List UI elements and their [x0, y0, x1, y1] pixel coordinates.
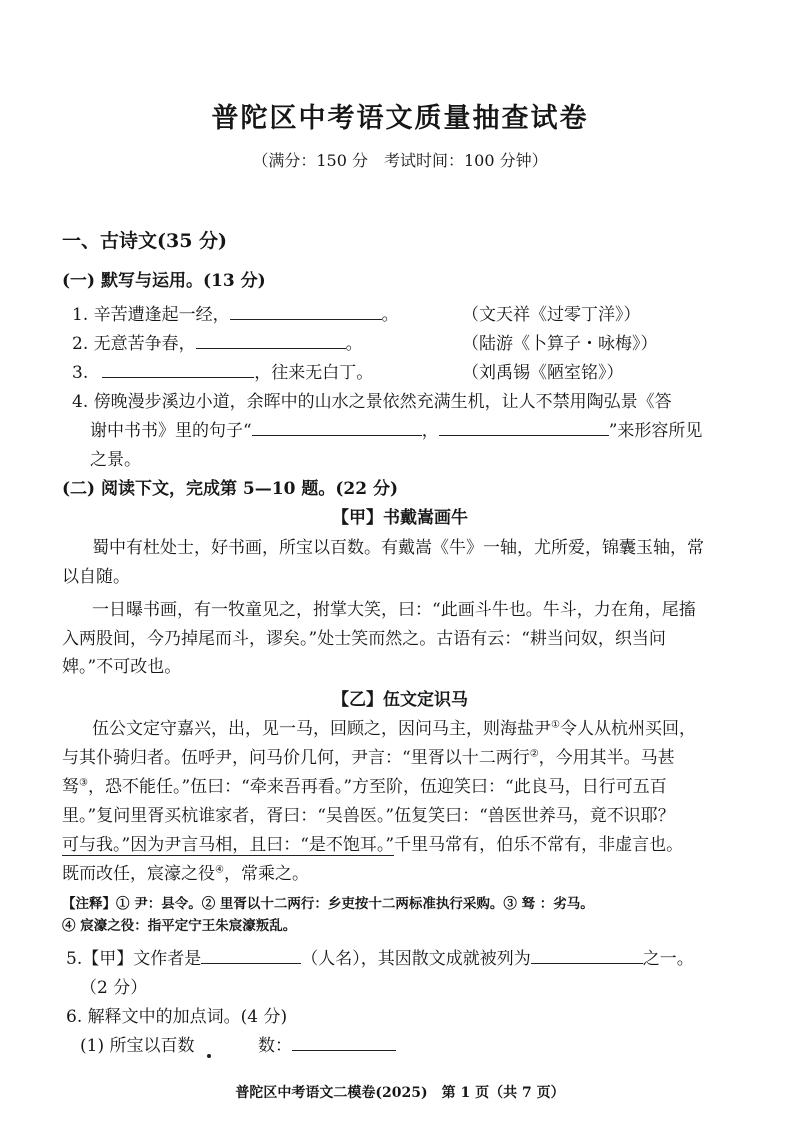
question-text: 。 — [345, 334, 363, 354]
question-5-score: （2 分） — [80, 978, 148, 998]
question-text: ， — [421, 421, 439, 441]
part-heading: (二) 阅读下文，完成第 5—10 题。(22 分) — [62, 479, 398, 499]
passage-text: ，恐不能任。”伍曰：“牵来吾再看。”方至阶，伍迎笑曰：“此良马，日行可五百 — [87, 777, 667, 797]
annotation-line: 【注释】① 尹：县令。② 里胥以十二两行：乡吏按十二两标准执行采购。③ 驽 ：劣马。 — [62, 896, 594, 912]
passage-b-line — [62, 743, 675, 768]
question-2 — [72, 329, 363, 354]
exam-info: （满分：150 分 考试时间：100 分钟） — [252, 151, 548, 170]
question-text: 。 — [381, 305, 399, 325]
page-title: 普陀区中考语文质量抽查试卷 — [211, 103, 589, 134]
passage-b-line — [62, 859, 309, 884]
question-text: ，往来无白丁。 — [254, 363, 374, 383]
footnote-marker: ① — [551, 719, 560, 731]
question-text: ”来形容所见 — [608, 421, 703, 441]
passage-text: 既而改任，宸濠之役 — [62, 864, 215, 884]
passage-text: 伍公文定守嘉兴，出，见一马，回顾之，因问马主，则海盐尹 — [92, 719, 551, 739]
passage-text: 驽 — [62, 777, 79, 797]
answer-blank[interactable] — [230, 302, 382, 320]
answer-blank[interactable] — [196, 331, 346, 349]
question-1 — [72, 300, 399, 325]
annotation-line: ④ 宸濠之役：指平定宁王朱宸濠叛乱。 — [62, 918, 297, 934]
question-6-sub1-answer — [258, 1031, 396, 1056]
passage-a-line: 一日曝书画，有一牧童见之，拊掌大笑，曰：“此画斗牛也。牛斗，力在角，尾搐 — [92, 600, 696, 620]
answer-blank[interactable] — [439, 418, 609, 436]
question-text: 之一。 — [642, 949, 694, 969]
part-heading: (一) 默写与运用。(13 分) — [62, 271, 266, 291]
passage-b-line — [92, 714, 696, 739]
passage-text: ，今用其半。马甚 — [538, 748, 675, 768]
passage-text: ，常乘之。 — [223, 864, 309, 884]
question-5 — [66, 944, 694, 969]
answer-blank[interactable] — [102, 360, 254, 378]
page-footer: 普陀区中考语文二模卷(2025) 第 1 页（共 7 页） — [235, 1085, 565, 1101]
source-citation: （陆游《卜算子・咏梅》） — [462, 334, 658, 354]
answer-blank[interactable] — [292, 1033, 396, 1051]
question-text: 谢中书书》里的句子“ — [90, 421, 252, 441]
section-heading: 一、古诗文(35 分) — [62, 230, 228, 252]
answer-blank[interactable] — [252, 418, 422, 436]
answer-blank[interactable] — [201, 946, 301, 964]
question-6: 6. 解释文中的加点词。(4 分) — [66, 1007, 288, 1027]
passage-a-line: 入两股间，今乃掉尾而斗，谬矣。”处士笑而然之。古语有云：“耕当问奴，织当问 — [62, 629, 666, 649]
answer-blank[interactable] — [531, 946, 643, 964]
underlined-sentence: 可与我。”因为尹言马相，且曰：“是不饱耳。” — [62, 835, 395, 855]
passage-b-line — [62, 772, 667, 797]
question-text: 3. — [72, 363, 89, 383]
question-text: （人名），其因散文成就被列为 — [301, 949, 531, 969]
passage-b-line: 里。”复问里胥买杭谁家者，胥曰：“吴兽医。”伍复笑曰：“兽医世养马，竟不识耶？ — [62, 806, 675, 826]
passage-b-line — [62, 830, 683, 855]
passage-a-line: 婢。”不可改也。 — [62, 657, 182, 677]
question-6-sub1: (1) 所宝以百数 — [80, 1036, 195, 1056]
passage-text: 与其仆骑归者。伍呼尹，问马价几何，尹言：“里胥以十二两行 — [62, 748, 530, 768]
passage-a-line: 蜀中有杜处士，好书画，所宝以百数。有戴嵩《牛》一轴，尤所爱，锦囊玉轴，常 — [92, 538, 704, 558]
passage-a-title: 【甲】书戴嵩画牛 — [332, 508, 468, 528]
question-3 — [72, 358, 373, 383]
question-4-line2 — [90, 416, 702, 441]
source-citation: （刘禹锡《陋室铭》） — [462, 363, 624, 383]
passage-text: 令人从杭州买回， — [559, 719, 696, 739]
question-text: 2. 无意苦争春， — [72, 334, 196, 354]
passage-text: 千里马常有，伯乐不常有，非虚言也。 — [394, 835, 684, 855]
emphasis-dot — [207, 1054, 211, 1058]
question-4-line1: 4. 傍晚漫步溪边小道，余晖中的山水之景依然充满生机，让人不禁用陶弘景《答 — [72, 392, 672, 412]
passage-a-line: 以自随。 — [62, 567, 130, 587]
source-citation: （文天祥《过零丁洋》） — [462, 305, 641, 325]
footnote-marker: ② — [529, 748, 539, 760]
footnote-marker: ④ — [215, 864, 224, 876]
question-4-line3: 之景。 — [90, 450, 141, 470]
question-text: 数： — [258, 1036, 292, 1056]
question-text: 1. 辛苦遭逢起一经， — [72, 305, 230, 325]
passage-b-title: 【乙】伍文定识马 — [332, 690, 468, 710]
footnote-marker: ③ — [79, 777, 88, 789]
question-text: 5.【甲】文作者是 — [66, 949, 202, 969]
